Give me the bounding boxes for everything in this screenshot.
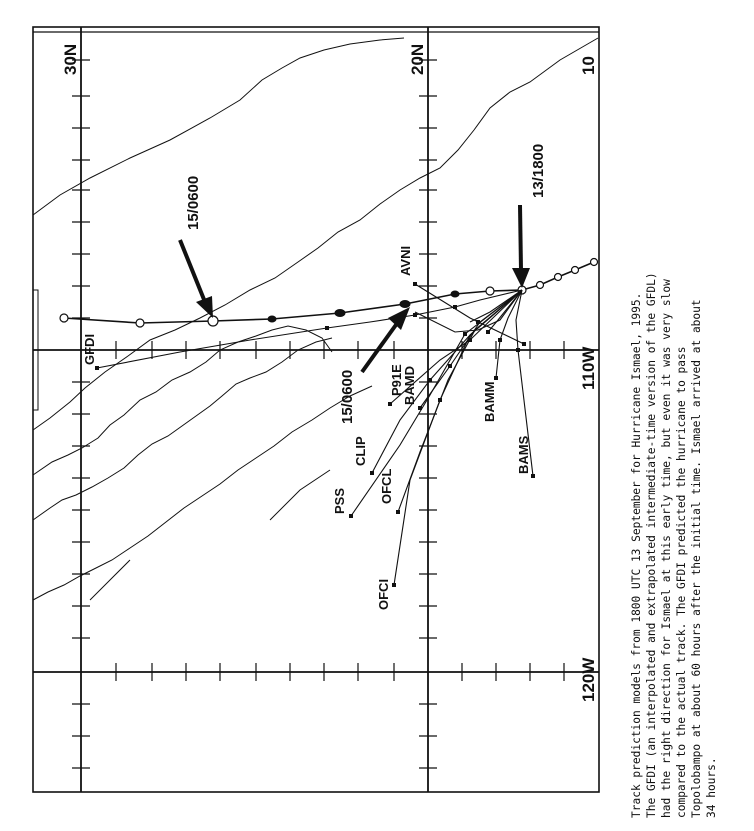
coastline — [33, 38, 598, 600]
lon-label-110: 110W — [579, 346, 598, 390]
caption-line-4: compared to the actual track. The GFDI predicted the hurricane to pass — [675, 346, 688, 818]
track-bamd — [420, 290, 522, 408]
model-label-gfdi: GFDI — [82, 333, 97, 365]
lat-label-20: 20N — [408, 43, 427, 75]
arrow-13-1800 — [520, 205, 521, 270]
lon-label-120: 120W — [579, 657, 598, 702]
arrow-15-0600-actual — [180, 240, 205, 302]
caption-line-1: Track prediction models from 1800 UTC 13 September for Hurricane Ismael, 1995. — [630, 292, 643, 818]
arrow-head-13-1800 — [512, 268, 530, 288]
track-avni — [415, 290, 522, 332]
time-label-13-1800: 13/1800 — [530, 143, 547, 198]
figure-caption — [630, 272, 718, 818]
model-label-bamd: BAMD — [402, 366, 417, 405]
caption-line-6: 34 hours. — [705, 757, 718, 818]
caption-line-5: Topolobampo at about 60 hours after the initial time. Ismael arrived at about — [690, 299, 703, 818]
lat-label-10: 10 — [579, 56, 598, 75]
caption-line-2: The GFDI (an interpolated and extrapolated intermediate-time version of the GFDL) — [645, 272, 658, 818]
caption-line-3: had the right direction for Ismael at this early time, but even it was very slow — [660, 279, 673, 818]
time-label-15-0600-gfdi: 15/0600 — [339, 369, 356, 424]
time-label-15-0600-actual: 15/0600 — [185, 175, 202, 230]
model-label-clip: CLIP — [353, 436, 368, 466]
map-frame — [33, 27, 599, 792]
model-tracks — [97, 284, 533, 585]
latitude-ticks — [72, 60, 437, 768]
model-label-pss: PSS — [332, 487, 347, 514]
model-label-ofcl: OFCL — [379, 468, 394, 504]
arrow-head-15-0600-gfdi — [388, 307, 410, 330]
model-label-avni: AVNI — [398, 245, 413, 276]
model-label-p91e: P91E — [389, 364, 404, 396]
arrow-head-15-0600-actual — [196, 296, 213, 318]
model-points — [95, 282, 535, 587]
lat-label-30: 30N — [61, 43, 80, 75]
model-label-bamm: BAMM — [482, 381, 497, 422]
model-label-bams: BAMS — [516, 435, 531, 474]
model-label-ofci: OFCI — [376, 578, 391, 610]
track-gfdi — [97, 290, 522, 368]
